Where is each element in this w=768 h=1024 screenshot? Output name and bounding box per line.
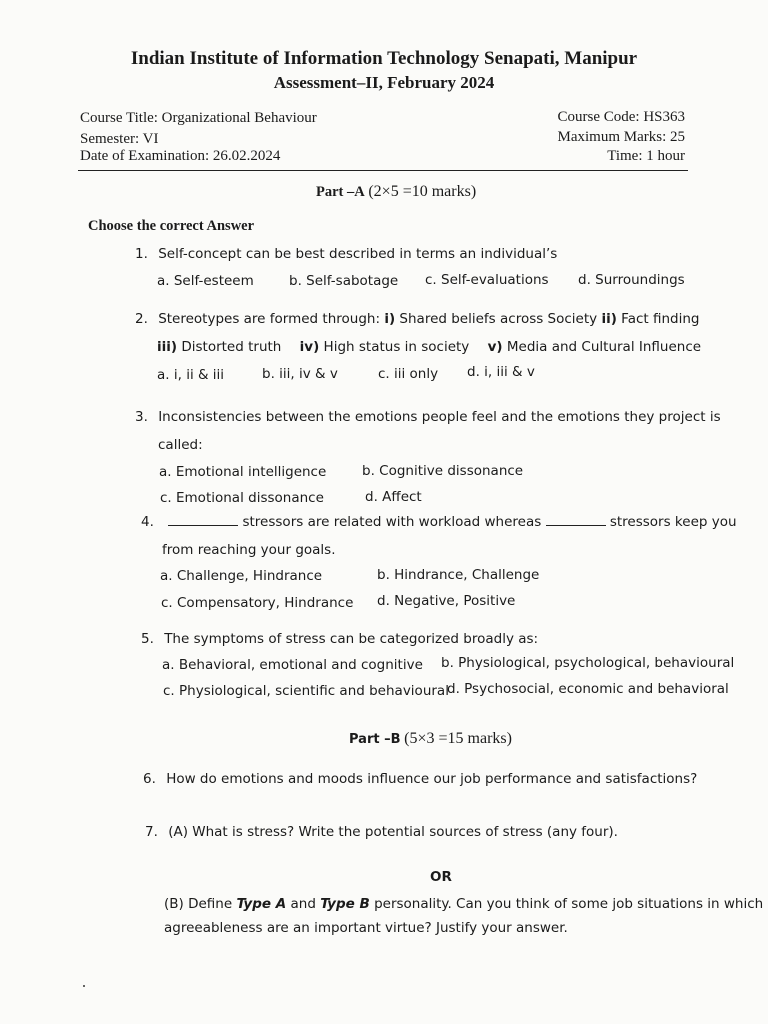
question-text: The symptoms of stress can be categorized broadly as: <box>164 631 539 647</box>
question-3-line-2: called: <box>158 437 203 453</box>
question-text: personality. Can you think of some job situations in which <box>369 896 764 912</box>
item-text: Shared beliefs across Society <box>395 311 602 327</box>
item-label: iv) <box>299 339 320 355</box>
q4-option-d: d. Negative, Positive <box>377 593 516 609</box>
exam-time: Time: 1 hour <box>607 148 685 164</box>
q4-option-a: a. Challenge, Hindrance <box>160 568 323 584</box>
item-text: High status in society <box>319 339 470 355</box>
q2-option-c: c. iii only <box>378 366 439 382</box>
question-7b <box>164 896 763 912</box>
question-2 <box>135 311 700 327</box>
question-6 <box>143 771 697 787</box>
part-a-label: Part –A <box>316 184 365 200</box>
question-text: (A) What is stress? Write the potential sources of stress (any four). <box>168 824 618 840</box>
q2-option-a: a. i, ii & iii <box>157 367 225 383</box>
part-a-marks: (2×5 =10 marks) <box>368 183 477 200</box>
part-a-heading <box>316 183 476 201</box>
q2-option-b: b. iii, iv & v <box>262 366 338 382</box>
question-2-line-2 <box>157 339 701 355</box>
q1-option-a: a. Self-esteem <box>157 273 254 289</box>
q1-option-c: c. Self-evaluations <box>425 272 549 288</box>
q3-option-d: d. Affect <box>365 489 422 505</box>
item-label: ii) <box>601 311 617 327</box>
part-b-marks: (5×3 =15 marks) <box>404 730 512 747</box>
exam-date: Date of Examination: 26.02.2024 <box>80 148 281 164</box>
q3-option-a: a. Emotional intelligence <box>159 464 327 480</box>
blank-line <box>168 525 238 526</box>
question-number: 7. <box>145 824 158 840</box>
question-3 <box>135 409 721 425</box>
part-b-label: Part –B <box>349 732 401 747</box>
item-label: i) <box>384 311 396 327</box>
question-text: Stereotypes are formed through: <box>158 311 385 327</box>
question-number: 5. <box>141 631 154 647</box>
course-code: Course Code: HS363 <box>557 109 685 125</box>
q2-option-d: d. i, iii & v <box>467 364 535 380</box>
question-number: 6. <box>143 771 156 787</box>
q1-option-d: d. Surroundings <box>578 272 685 288</box>
question-4-line-2: from reaching your goals. <box>162 542 336 558</box>
question-number: 1. <box>135 246 148 262</box>
assessment-title: Assessment–II, February 2024 <box>273 73 495 92</box>
question-text: stressors are related with workload whereas <box>238 514 546 530</box>
question-number: 4. <box>141 514 154 530</box>
blank-line <box>546 525 606 526</box>
instruction: Choose the correct Answer <box>88 218 255 234</box>
q4-option-b: b. Hindrance, Challenge <box>377 567 540 583</box>
question-text: Self-concept can be best described in terms an individual’s <box>158 246 558 262</box>
q5-option-d: d. Psychosocial, economic and behavioral <box>447 681 729 697</box>
emphasis: Type B <box>320 896 370 912</box>
question-4 <box>141 514 737 530</box>
course-title: Course Title: Organizational Behaviour <box>80 110 317 126</box>
q3-option-b: b. Cognitive dissonance <box>362 463 524 479</box>
q5-option-c: c. Physiological, scientific and behavioural <box>163 683 449 699</box>
q1-option-b: b. Self-sabotage <box>289 273 399 289</box>
question-text: How do emotions and moods influence our job performance and satisfactions? <box>166 771 698 787</box>
item-text: Fact finding <box>616 311 700 327</box>
question-text: (B) Define <box>164 896 237 912</box>
q5-option-b: b. Physiological, psychological, behavioural <box>441 655 735 671</box>
question-1 <box>135 246 557 262</box>
q5-option-a: a. Behavioral, emotional and cognitive <box>162 657 423 673</box>
max-marks: Maximum Marks: 25 <box>557 129 685 145</box>
question-text: and <box>286 896 321 912</box>
item-label: v) <box>487 339 503 355</box>
item-text: Media and Cultural Influence <box>502 339 702 355</box>
semester: Semester: VI <box>80 131 159 147</box>
header-divider <box>78 170 688 171</box>
part-b-heading <box>349 730 512 748</box>
stray-mark <box>83 985 85 987</box>
question-number: 3. <box>135 409 148 425</box>
item-label: iii) <box>157 339 178 355</box>
question-number: 2. <box>135 311 148 327</box>
q3-option-c: c. Emotional dissonance <box>160 490 324 506</box>
question-5 <box>141 631 538 647</box>
question-text: Inconsistencies between the emotions people feel and the emotions they project is <box>158 409 721 425</box>
question-7 <box>145 824 618 840</box>
q4-option-c: c. Compensatory, Hindrance <box>161 595 354 611</box>
question-text: stressors keep you <box>605 514 737 530</box>
institute-title: Indian Institute of Information Technology Senapati, Manipur <box>130 48 638 69</box>
question-7b-line-2: agreeableness are an important virtue? Justify your answer. <box>164 920 568 936</box>
emphasis: Type A <box>236 896 287 912</box>
item-text: Distorted truth <box>177 339 282 355</box>
or-label: OR <box>430 869 452 885</box>
